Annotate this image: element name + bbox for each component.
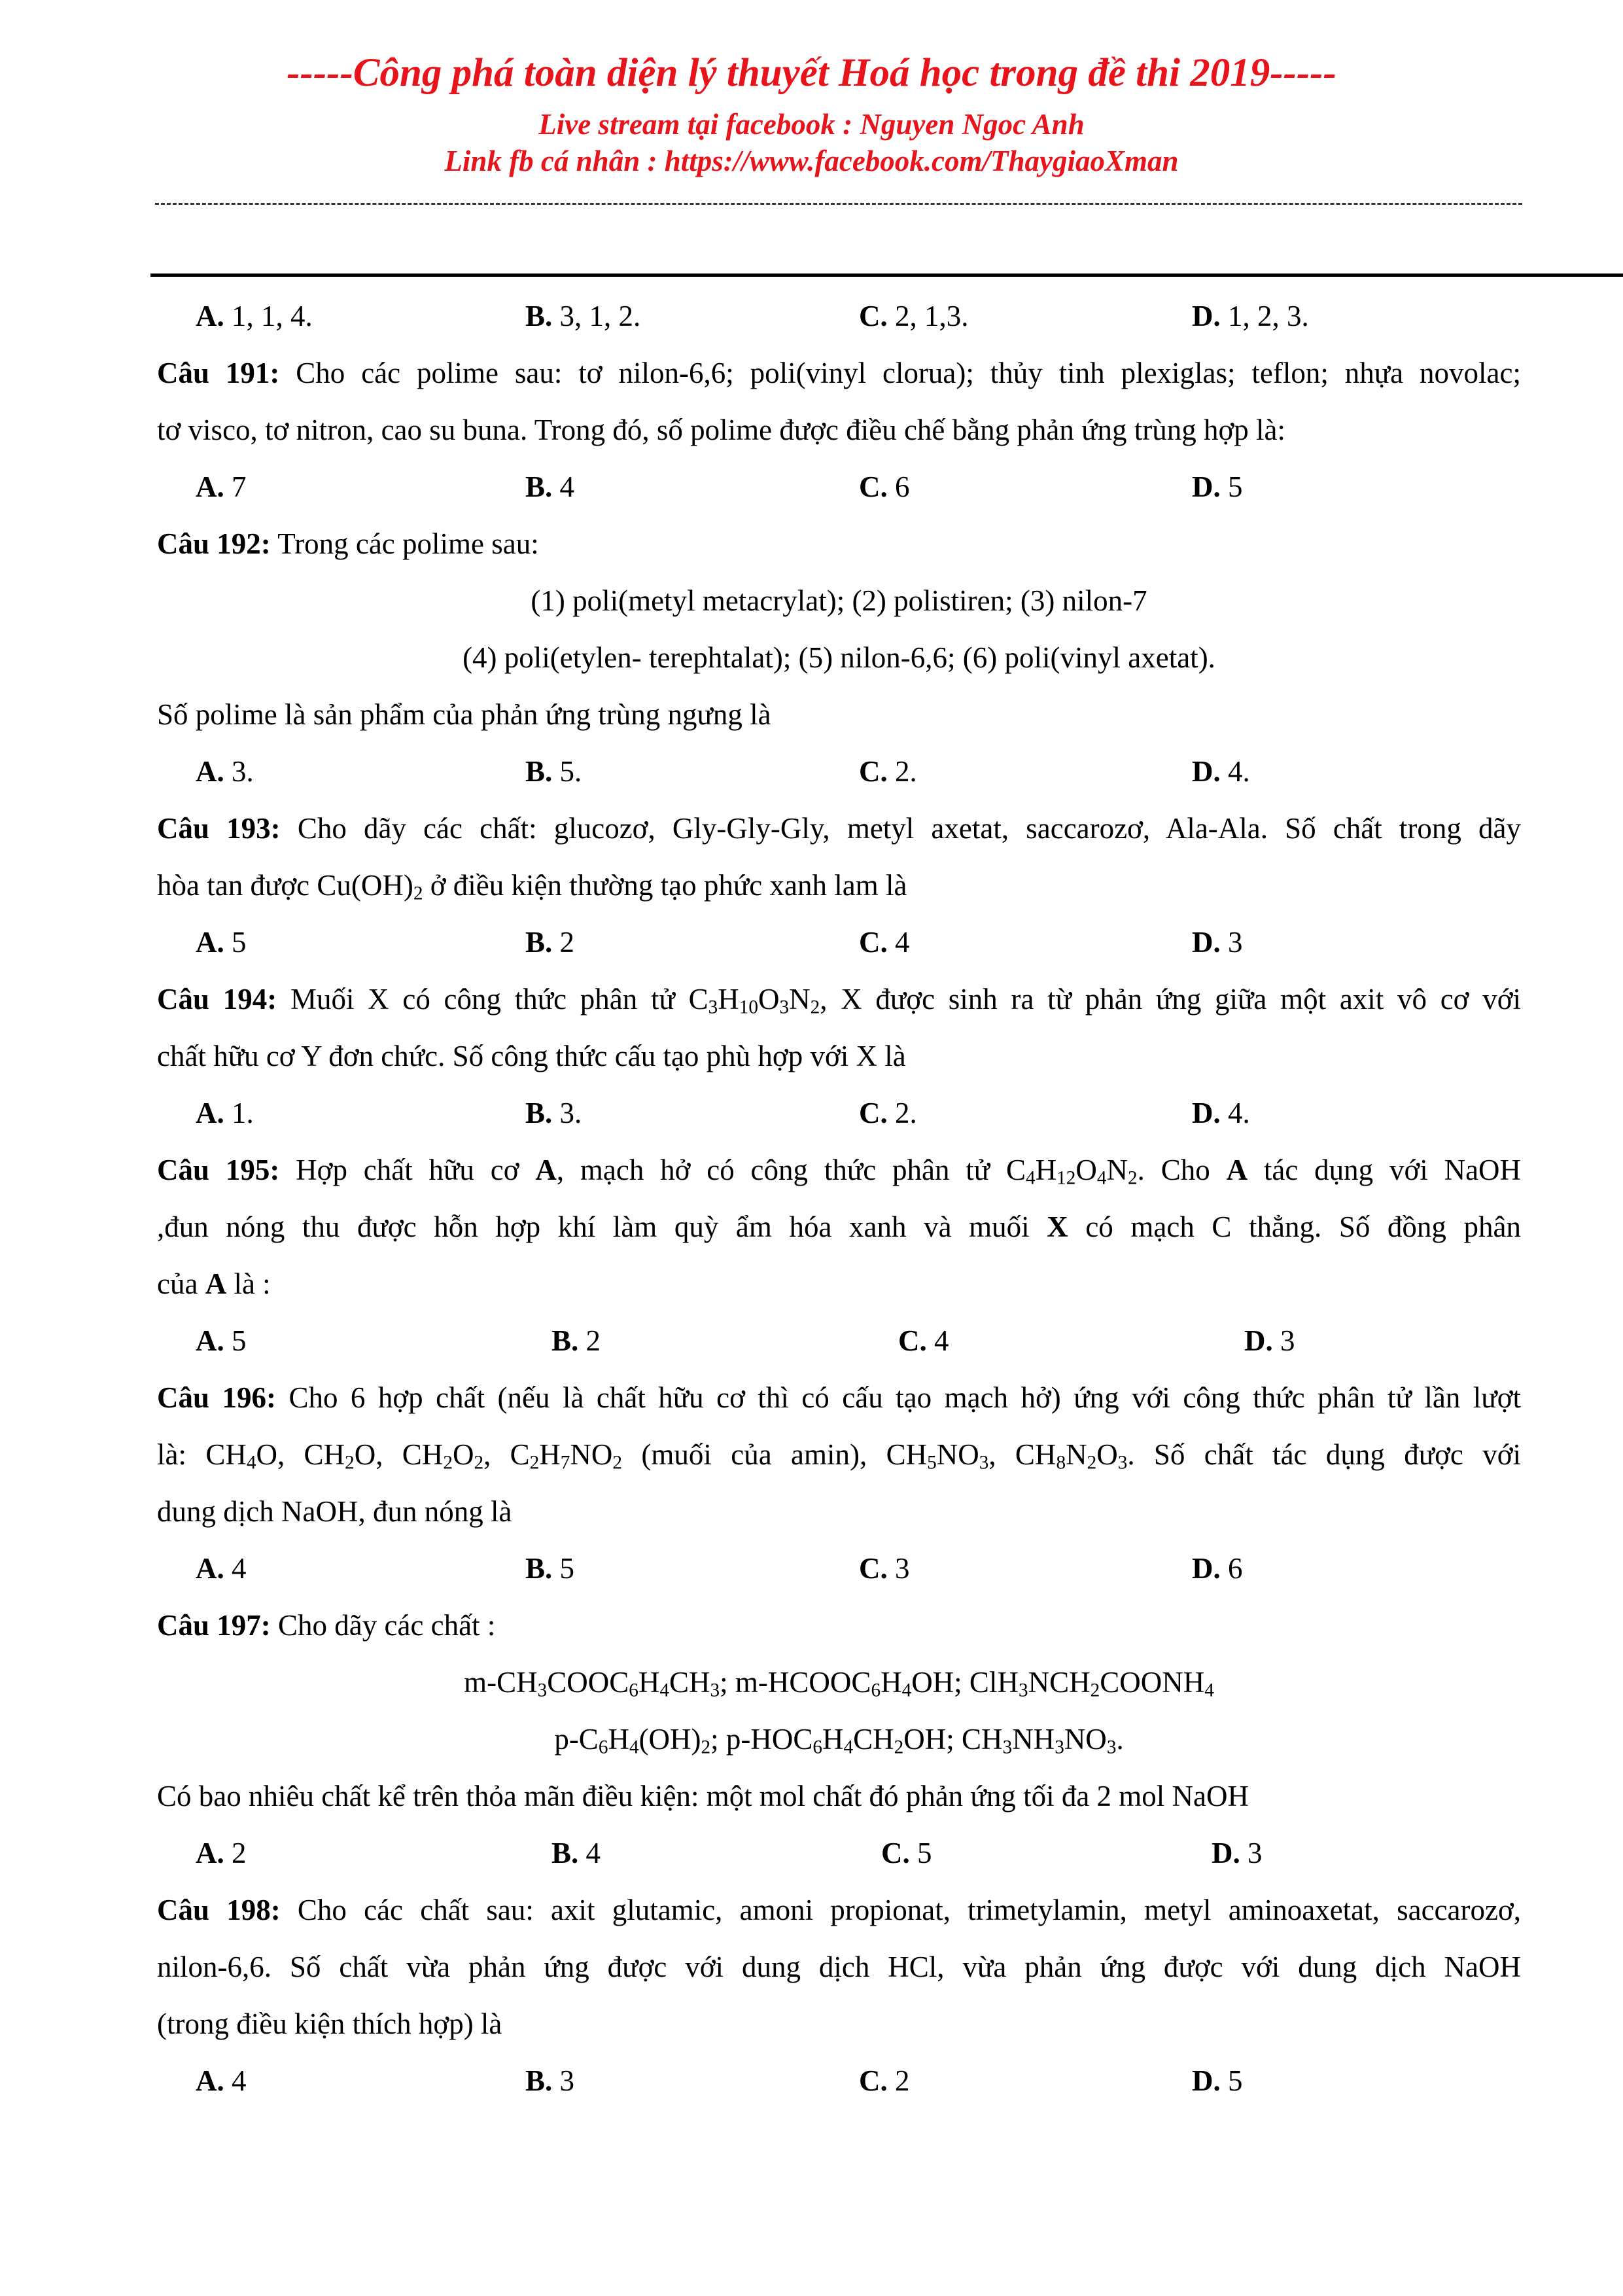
question-192-item-line-2: (4) poli(etylen- terephtalat); (5) nilon-6,6; (6) poli(vinyl axetat). (462, 641, 1215, 674)
option-b: B. 4 (525, 470, 575, 503)
option-b: B. 4 (551, 1837, 601, 1869)
option-d: D. 4. (1192, 755, 1250, 788)
question-197-line-1: Câu 197: Cho dãy các chất : (157, 1609, 496, 1642)
question-194-line-2: chất hữu cơ Y đơn chức. Số công thức cấu tạo phù hợp với X là (157, 1040, 906, 1072)
question-198-line-3: (trong điều kiện thích hợp) là (157, 2007, 502, 2040)
question-193-line-1: Câu 193: Cho dãy các chất: glucozơ, Gly-Gly-Gly, metyl axetat, saccarozơ, Ala-Ala. Số chất trong dãy (157, 812, 1522, 845)
option-c: C. 4 (859, 926, 910, 959)
question-193-line-2: hòa tan được $Cu(OH)_2$ ở điều kiện thường tạo phức xanh lam là (157, 869, 907, 904)
question-label: Câu 191: (157, 357, 280, 389)
question-label: Câu 196: (157, 1381, 276, 1414)
option-d: D. 4. (1192, 1097, 1250, 1129)
option-c: C. 6 (859, 470, 910, 503)
question-191-line-1: Câu 191: Cho các polime sau: tơ nilon-6,6; poli(vinyl clorua); thủy tinh plexiglas; teflon; nhựa novolac; (157, 357, 1521, 389)
page-header-title: -----Công phá toàn diện lý thuyết Hoá học trong đề thi 2019----- (287, 51, 1336, 95)
option-a: A. 1. (196, 1097, 254, 1129)
question-192-item-line-1: (1) poli(metyl metacrylat); (2) polistiren; (3) nilon-7 (531, 584, 1147, 617)
option-b: B. 3 (525, 2064, 575, 2097)
option-c: C. 4 (898, 1324, 949, 1357)
answer-options (157, 459, 1521, 516)
question-list (157, 288, 1521, 2110)
option-a: A. 3. (196, 755, 254, 788)
question-label: Câu 192: (157, 527, 271, 560)
option-b: B. 2 (551, 1324, 601, 1357)
question-197-formula-line-2: $p-C_6H_4(OH)_2$; $p-HOC_6H_4CH_2OH$; $CH_3NH_3NO_3$. (554, 1723, 1124, 1758)
option-c: C. 2 (859, 2064, 910, 2097)
option-a: A. 5 (196, 926, 247, 959)
question-label: Câu 194: (157, 983, 277, 1016)
option-b: B. 2 (525, 926, 575, 959)
question-194-line-1: Câu 194: Muối X có công thức phân tử $C_3H_{10}O_3N_2$, X được sinh ra từ phản ứng giữa một axit vô cơ với (157, 983, 1521, 1018)
answer-options (157, 914, 1521, 971)
question-195-line-1: Câu 195: Hợp chất hữu cơ A, mạch hở có công thức phân tử $C_4H_{12}O_4N_2$. Cho A tác dụng với NaOH (157, 1154, 1522, 1189)
option-d: D. 3 (1192, 926, 1243, 959)
option-d: D. 3 (1244, 1324, 1295, 1357)
header-livestream-line: Live stream tại facebook : Nguyen Ngoc Anh (538, 108, 1085, 141)
question-191-line-2: tơ visco, tơ nitron, cao su buna. Trong đó, số polime được điều chế bằng phản ứng trùng hợp là: (157, 414, 1286, 446)
question-196-line-1: Câu 196: Cho 6 hợp chất (nếu là chất hữu cơ thì có cấu tạo mạch hở) ứng với công thức phân tử lần lượt (157, 1381, 1521, 1414)
option-a: A. 1, 1, 4. (196, 300, 313, 332)
question-195-line-2: ,đun nóng thu được hỗn hợp khí làm quỳ ẩm hóa xanh và muối X có mạch C thẳng. Số đồng phân (157, 1210, 1521, 1243)
question-label: Câu 193: (157, 812, 281, 845)
dashed-separator (155, 203, 1522, 205)
option-a: A. 7 (196, 470, 247, 503)
option-d: D. 1, 2, 3. (1192, 300, 1309, 332)
question-198-line-1: Câu 198: Cho các chất sau: axit glutamic, amoni propionat, trimetylamin, metyl aminoaxetat, saccarozơ, (157, 1894, 1521, 1926)
answer-options (157, 1825, 1521, 1882)
question-197-prompt: Có bao nhiêu chất kể trên thỏa mãn điều kiện: một mol chất đó phản ứng tối đa 2 mol NaOH (157, 1780, 1249, 1812)
option-a: A. 2 (196, 1837, 247, 1869)
answer-options (157, 1313, 1521, 1369)
answer-options (157, 743, 1521, 800)
header-facebook-link[interactable]: Link fb cá nhân : https://www.facebook.com/ThaygiaoXman (444, 145, 1179, 177)
option-d: D. 5 (1192, 2064, 1243, 2097)
question-196-line-2: là: $CH_4O$, $CH_2O$, $CH_2O_2$, $C_2H_7NO_2$ (muối của amin), $CH_5NO_3$, $CH_8N_2O_3$. Số chất tác dụng được với (157, 1438, 1521, 1474)
question-197-formula-line-1: $m-CH_3COOC_6H_4CH_3$; $m-HCOOC_6H_4OH$; $ClH_3NCH_2COONH_4$ (464, 1666, 1214, 1701)
option-c: C. 3 (859, 1552, 910, 1585)
option-b: B. 3, 1, 2. (525, 300, 641, 332)
option-a: A. 4 (196, 2064, 247, 2097)
question-195-line-3: của A là : (157, 1267, 271, 1300)
question-192-line-1: Câu 192: Trong các polime sau: (157, 527, 539, 560)
question-label: Câu 195: (157, 1154, 280, 1186)
option-a: A. 4 (196, 1552, 247, 1585)
option-c: C. 2. (859, 755, 917, 788)
option-d: D. 3 (1212, 1837, 1263, 1869)
option-c: C. 5 (881, 1837, 932, 1869)
option-c: C. 2. (859, 1097, 917, 1129)
question-192-prompt: Số polime là sản phẩm của phản ứng trùng ngưng là (157, 698, 771, 731)
option-a: A. 5 (196, 1324, 247, 1357)
answer-options (157, 2053, 1521, 2110)
answer-options (157, 288, 1521, 345)
option-d: D. 6 (1192, 1552, 1243, 1585)
question-196-line-3: dung dịch NaOH, đun nóng là (157, 1495, 512, 1528)
question-label: Câu 198: (157, 1894, 281, 1926)
option-c: C. 2, 1,3. (859, 300, 969, 332)
option-d: D. 5 (1192, 470, 1243, 503)
option-b: B. 5 (525, 1552, 575, 1585)
option-b: B. 5. (525, 755, 582, 788)
answer-options (157, 1085, 1521, 1142)
horizontal-rule (150, 274, 1623, 277)
question-198-line-2: nilon-6,6. Số chất vừa phản ứng được với dung dịch HCl, vừa phản ứng được với dung dịch NaOH (157, 1951, 1521, 1983)
option-b: B. 3. (525, 1097, 582, 1129)
answer-options (157, 1540, 1521, 1597)
question-label: Câu 197: (157, 1609, 271, 1642)
